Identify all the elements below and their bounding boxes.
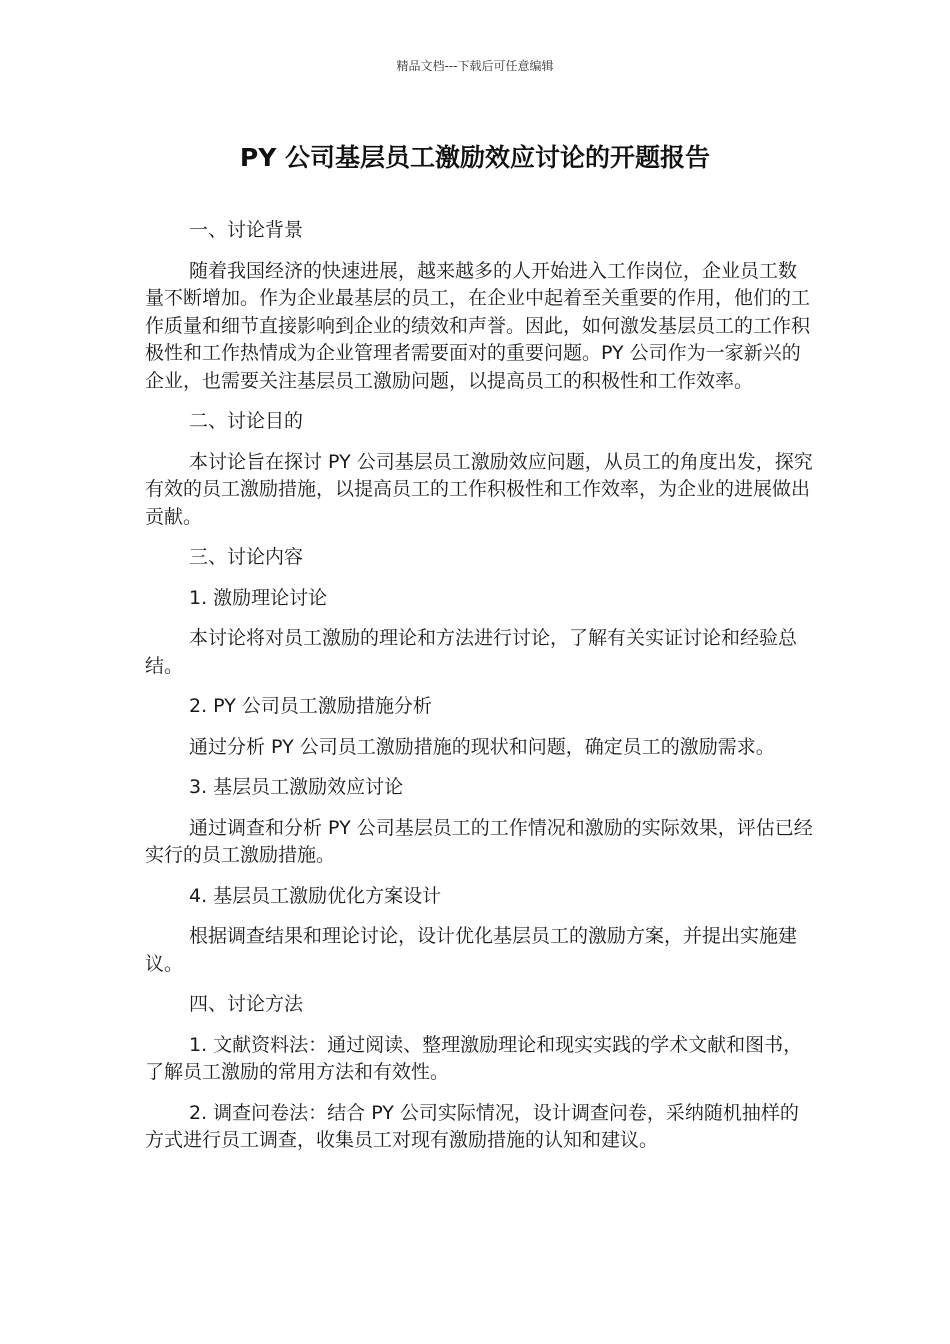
subsection-heading: 4. 基层员工激励优化方案设计 — [189, 884, 442, 907]
method-item: 1. 文献资料法：通过阅读、整理激励理论和现实实践的学术文献和图书，了解员工激励的常用方法和有效性。 — [145, 1033, 803, 1083]
section-heading: 三、讨论内容 — [189, 546, 304, 568]
method-item: 2. 调查问卷法：结合 PY 公司实际情况，设计调查问卷，采纳随机抽样的方式进行员工调查，收集员工对现有激励措施的认知和建议。 — [145, 1101, 799, 1151]
subsection-heading: 3. 基层员工激励效应讨论 — [189, 776, 404, 798]
page-header: 精品文档---下载后可任意编辑 — [396, 59, 554, 73]
body-paragraph: 根据调查结果和理论讨论，设计优化基层员工的激励方案，并提出实施建议。 — [145, 925, 798, 975]
body-paragraph: 通过分析 PY 公司员工激励措施的现状和问题，确定员工的激励需求。 — [189, 735, 775, 758]
document-title: PY 公司基层员工激励效应讨论的开题报告 — [239, 143, 711, 172]
section-heading: 二、讨论目的 — [189, 410, 304, 432]
body-paragraph: 随着我国经济的快速进展，越来越多的人开始进入工作岗位，企业员工数量不断增加。作为企业最基层的员工，在企业中起着至关重要的作用，他们的工作质量和细节直接影响到企业的绩效和声誉。因此，如何激发基层员工的工作积极性和工作热情成为企业管理者需要面对的重要问题。PY 公司作为一家新兴的企业，也需要关注基层员工激励问题，以提高员工的积极性和工作效率。 — [145, 259, 811, 392]
section-heading: 四、讨论方法 — [189, 993, 304, 1015]
document-body — [145, 217, 815, 1168]
section-heading: 一、讨论背景 — [189, 219, 304, 241]
subsection-heading: 2. PY 公司员工激励措施分析 — [189, 695, 432, 717]
subsection-heading: 1. 激励理论讨论 — [189, 586, 328, 609]
body-paragraph: 本讨论旨在探讨 PY 公司基层员工激励效应问题，从员工的角度出发，探究有效的员工激励措施，以提高员工的工作积极性和工作效率，为企业的进展做出贡献。 — [145, 450, 813, 528]
body-paragraph: 通过调查和分析 PY 公司基层员工的工作情况和激励的实际效果，评估已经实行的员工激励措施。 — [145, 816, 813, 866]
body-paragraph: 本讨论将对员工激励的理论和方法进行讨论，了解有关实证讨论和经验总结。 — [145, 627, 798, 677]
